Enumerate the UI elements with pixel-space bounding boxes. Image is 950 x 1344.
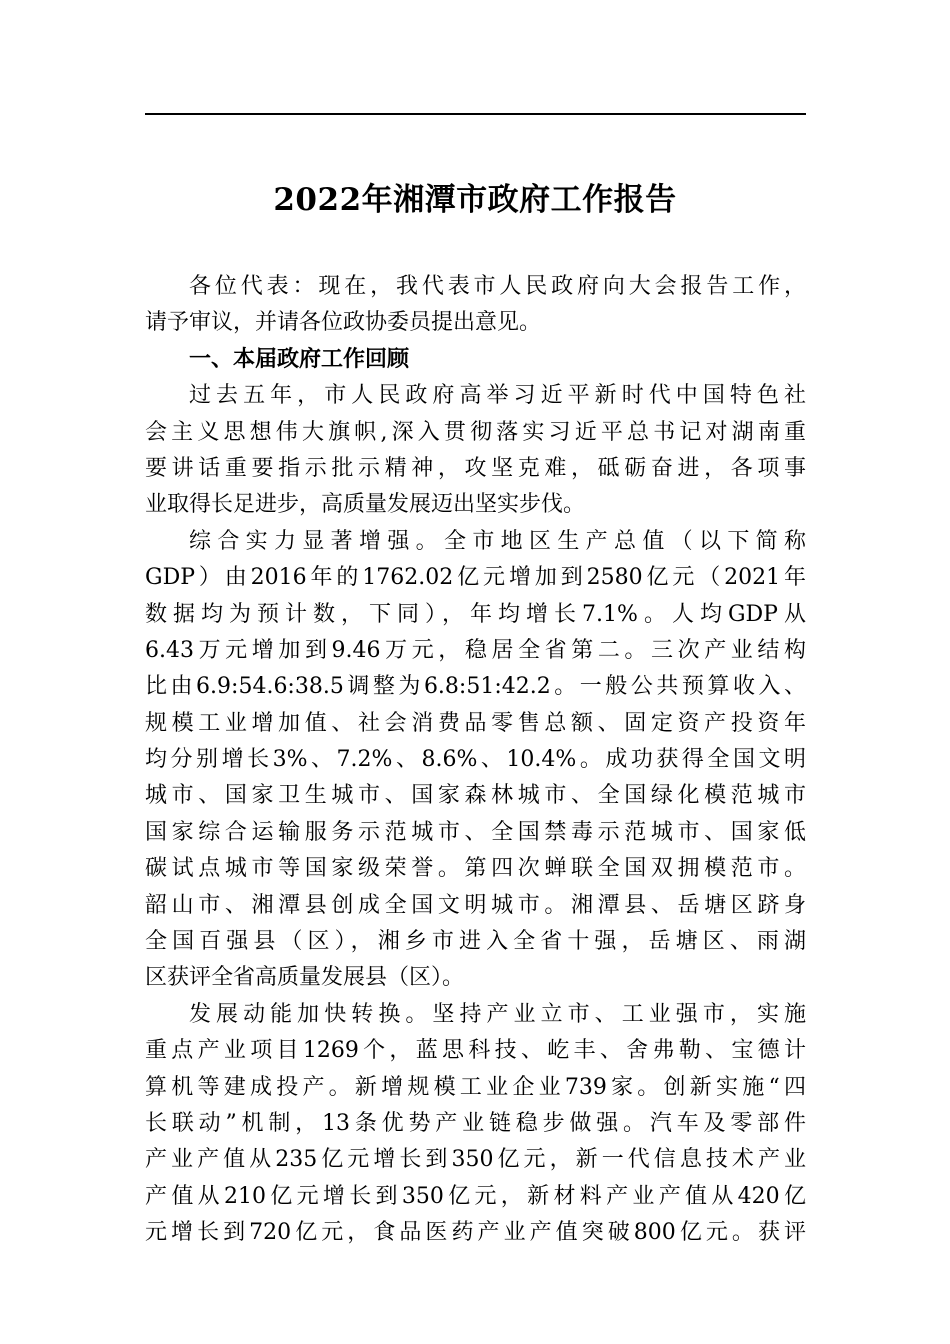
paragraph-line: 产值从210亿元增长到350亿元，新材料产业产值从420亿 xyxy=(145,1183,806,1209)
paragraph-line: 长联动”机制，13条优势产业链稳步做强。汽车及零部件 xyxy=(145,1110,806,1136)
paragraph-line: 重点产业项目1269个，蓝思科技、屹丰、舍弗勒、宝德计 xyxy=(145,1038,806,1064)
document-body xyxy=(145,269,806,1252)
section-heading: 一、本届政府工作回顾 xyxy=(189,346,410,372)
paragraph-line: 国家综合运输服务示范城市、全国禁毒示范城市、国家低 xyxy=(145,819,806,845)
paragraph-line: 发展动能加快转换。坚持产业立市、工业强市，实施 xyxy=(189,1001,806,1027)
paragraph-line: 区获评全省高质量发展县（区）。 xyxy=(145,965,465,991)
paragraph-line: 数据均为预计数，下同），年均增长7.1%。人均GDP从 xyxy=(145,601,806,627)
paragraph-line: 产业产值从235亿元增长到350亿元，新一代信息技术产业 xyxy=(145,1147,806,1173)
paragraph-line: 综合实力显著增强。全市地区生产总值（以下简称 xyxy=(189,528,806,554)
paragraph-line: 韶山市、湘潭县创成全国文明城市。湘潭县、岳塘区跻身 xyxy=(145,892,806,918)
paragraph-line: 元增长到720亿元，食品医药产业产值突破800亿元。获评 xyxy=(145,1220,806,1246)
paragraph-line: 会主义思想伟大旗帜,深入贯彻落实习近平总书记对湖南重 xyxy=(145,419,806,445)
header-rule xyxy=(145,113,806,115)
paragraph-line: 均分别增长3%、7.2%、8.6%、10.4%。成功获得全国文明 xyxy=(145,747,806,773)
paragraph-line: 规模工业增加值、社会消费品零售总额、固定资产投资年 xyxy=(145,710,806,736)
paragraph-line: 请予审议，并请各位政协委员提出意见。 xyxy=(145,310,542,336)
paragraph-line: 碳试点城市等国家级荣誉。第四次蝉联全国双拥模范市。 xyxy=(145,856,806,882)
paragraph-line: 城市、国家卫生城市、国家森林城市、全国绿化模范城市 xyxy=(145,783,806,809)
paragraph-line: 6.43万元增加到9.46万元，稳居全省第二。三次产业结构 xyxy=(145,637,806,663)
paragraph-line: 全国百强县（区），湘乡市进入全省十强，岳塘区、雨湖 xyxy=(145,929,806,955)
paragraph-line: 过去五年，市人民政府高举习近平新时代中国特色社 xyxy=(189,383,806,409)
document-title: 2022年湘潭市政府工作报告 xyxy=(273,182,677,218)
paragraph-line: 比由6.9:54.6:38.5调整为6.8:51:42.2。一般公共预算收入、 xyxy=(145,674,806,700)
paragraph-line: GDP）由2016年的1762.02亿元增加到2580亿元（2021年 xyxy=(145,565,806,591)
paragraph-line: 各位代表：现在，我代表市人民政府向大会报告工作， xyxy=(189,274,806,299)
paragraph-line: 算机等建成投产。新增规模工业企业739家。创新实施“四 xyxy=(145,1074,806,1100)
paragraph-line: 要讲话重要指示批示精神，攻坚克难，砥砺奋进，各项事 xyxy=(145,455,806,481)
paragraph-line: 业取得长足进步，高质量发展迈出坚实步伐。 xyxy=(145,492,586,518)
